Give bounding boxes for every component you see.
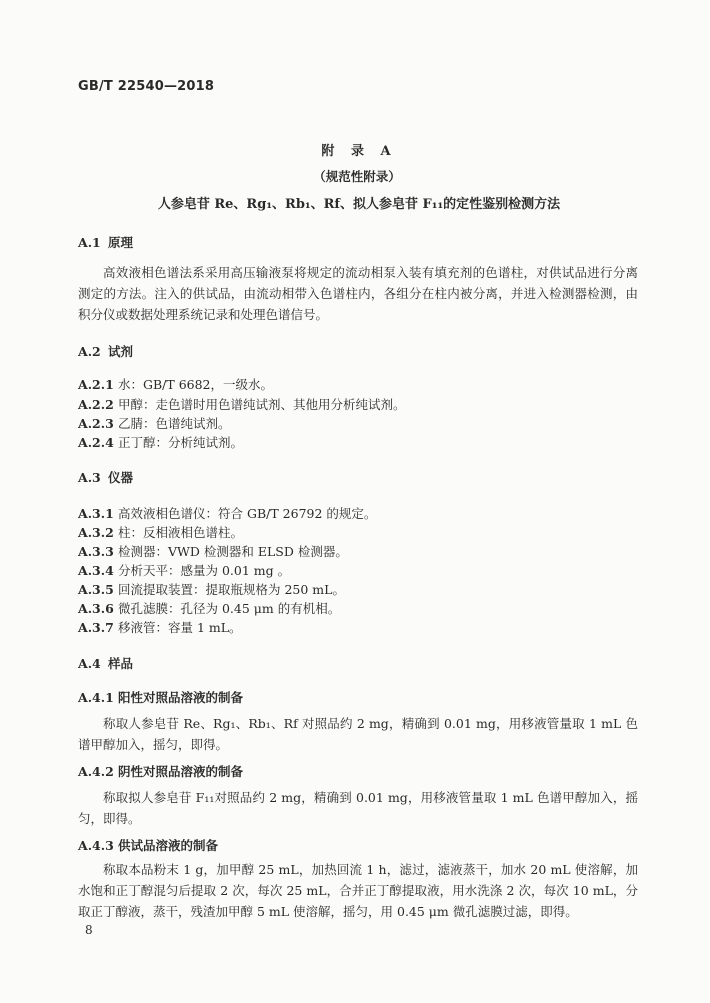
- item-number: A.2.4: [78, 435, 114, 450]
- list-item: [78, 618, 242, 636]
- list-item: [78, 395, 406, 413]
- item-text: 高效液相色谱仪：符合 GB/T 26792 的规定。: [118, 506, 377, 521]
- appendix-heading: [0, 140, 710, 212]
- page-number: 8: [85, 923, 93, 937]
- item-text: 水：GB/T 6682，一级水。: [118, 377, 274, 392]
- item-number: A.2.2: [78, 397, 114, 412]
- section-heading-a1: [78, 233, 133, 251]
- paragraph-negative-control: 称取拟人参皂苷 F₁₁对照品约 2 mg，精确到 0.01 mg，用移液管量取 1 mL 色谱甲醇加入，摇匀，即得。: [78, 790, 638, 826]
- item-text: 分析天平：感量为 0.01 mg 。: [118, 563, 291, 578]
- list-item: [78, 561, 290, 579]
- list-item: [78, 599, 340, 617]
- item-text: 移液管：容量 1 mL。: [118, 620, 242, 635]
- standard-number: GB/T 22540—2018: [78, 79, 215, 94]
- item-number: A.3.3: [78, 544, 114, 559]
- appendix-name: 人参皂苷 Re、Rg₁、Rb₁、Rf、拟人参皂苷 F₁₁的定性鉴别检测方法: [157, 197, 561, 212]
- item-text: 正丁醇：分析纯试剂。: [118, 435, 244, 450]
- item-text: 柱：反相液相色谱柱。: [118, 525, 244, 540]
- subsection-number: A.4.3: [78, 838, 114, 853]
- item-number: A.3.1: [78, 506, 114, 521]
- item-text: 乙腈：色谱纯试剂。: [118, 416, 231, 431]
- section-title: 仪器: [108, 470, 134, 485]
- item-text: 微孔滤膜：孔径为 0.45 μm 的有机相。: [118, 601, 341, 616]
- paragraph-positive-control: 称取人参皂苷 Re、Rg₁、Rb₁、Rf 对照品约 2 mg，精确到 0.01 mg，用移液管量取 1 mL 色谱甲醇加入，摇匀，即得。: [78, 716, 638, 752]
- subsection-title: 阴性对照品溶液的制备: [118, 764, 244, 779]
- list-item: [78, 542, 348, 560]
- item-number: A.2.1: [78, 377, 114, 392]
- appendix-subtitle: （规范性附录）: [313, 169, 401, 184]
- section-number: A.4: [78, 656, 101, 671]
- subsection-heading-a41: [78, 688, 243, 706]
- item-number: A.3.5: [78, 582, 114, 597]
- item-number: A.3.2: [78, 525, 114, 540]
- paragraph-test-solution: 称取本品粉末 1 g，加甲醇 25 mL，加热回流 1 h，滤过，滤液蒸干，加水 20 mL 使溶解，加水饱和正丁醇混匀后提取 2 次，每次 25 mL，合并正丁醇提取液，用水洗涤 2 次，每次 10 mL，分取正丁醇液，蒸干，残渣加甲醇 5 mL 使溶解，摇匀，用 0.45 μm 微孔滤膜过滤，即得。: [78, 862, 638, 919]
- item-text: 检测器：VWD 检测器和 ELSD 检测器。: [118, 544, 348, 559]
- paragraph-principle: 高效液相色谱法系采用高压输液泵将规定的流动相泵入装有填充剂的色谱柱，对供试品进行分离测定的方法。注入的供试品，由流动相带入色谱柱内，各组分在柱内被分离，并进入检测器检测，由积分仪或数据处理系统记录和处理色谱信号。: [78, 265, 638, 322]
- list-item: [78, 504, 376, 522]
- item-number: A.2.3: [78, 416, 114, 431]
- subsection-number: A.4.2: [78, 764, 114, 779]
- section-heading-a3: [78, 468, 133, 486]
- item-number: A.3.6: [78, 601, 114, 616]
- list-item: [78, 433, 243, 451]
- section-heading-a2: [78, 342, 133, 360]
- list-item: [78, 375, 273, 393]
- subsection-heading-a43: [78, 836, 218, 854]
- section-title: 样品: [108, 656, 134, 671]
- section-title: 试剂: [108, 344, 134, 359]
- section-number: A.3: [78, 470, 101, 485]
- list-item: [78, 523, 243, 541]
- item-number: A.3.4: [78, 563, 114, 578]
- item-number: A.3.7: [78, 620, 114, 635]
- subsection-number: A.4.1: [78, 690, 114, 705]
- section-number: A.1: [78, 235, 101, 250]
- appendix-title: 附 录 A: [321, 144, 397, 159]
- list-item: [78, 580, 345, 598]
- subsection-title: 阳性对照品溶液的制备: [118, 690, 244, 705]
- item-text: 回流提取装置：提取瓶规格为 250 mL。: [118, 582, 345, 597]
- section-heading-a4: [78, 654, 133, 672]
- list-item: [78, 414, 231, 432]
- subsection-title: 供试品溶液的制备: [118, 838, 219, 853]
- section-number: A.2: [78, 344, 101, 359]
- item-text: 甲醇：走色谱时用色谱纯试剂、其他用分析纯试剂。: [118, 397, 406, 412]
- subsection-heading-a42: [78, 762, 243, 780]
- section-title: 原理: [108, 235, 134, 250]
